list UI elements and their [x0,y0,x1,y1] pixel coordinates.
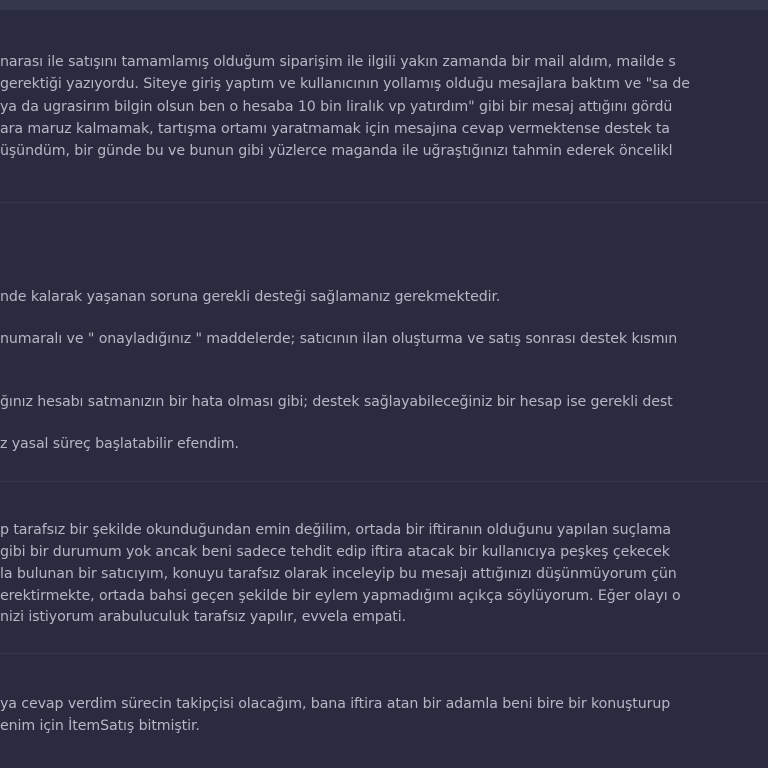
message-2-line-1: nde kalarak yaşanan soruna gerekli desteği sağlamanız gerekmektedir. [0,289,501,305]
message-divider [0,481,768,482]
message-1-line-1: narası ile satışını tamamlamış olduğum siparişim ile ilgili yakın zamanda bir mail aldım, mailde s [0,54,676,70]
message-1-line-3: ya da ugrasirım bilgin olsun ben o hesaba 10 bin liralık vp yatırdım" gibi bir mesaj attığını gördü [0,99,673,115]
message-divider [0,653,768,654]
message-3-line-3: la bulunan bir satıcıyım, konuyu tarafsız olarak inceleyip bu mesajı attığınızı düşünmüyorum çün [0,566,677,582]
message-3-line-4: erektirmekte, ortada bahsi geçen şekilde bir eylem yapmadığımı açıkça söylüyorum. Eğer olayı o [0,588,681,604]
message-divider [0,202,768,203]
message-3-line-1: p tarafsız bir şekilde okunduğundan emin değilim, ortada bir iftiranın olduğunu yapılan suçlama [0,522,671,538]
message-1-line-5: üşündüm, bir günde bu ve bunun gibi yüzlerce maganda ile uğraştığınızı tahmin ederek öncelikl [0,143,673,159]
message-4-line-2: enim için İtemSatış bitmiştir. [0,718,200,734]
message-3-line-5: nizi istiyorum arabuluculuk tarafsız yapılır, evvela empati. [0,609,407,625]
message-1-line-4: ara maruz kalmamak, tartışma ortamı yaratmamak için mesajına cevap vermektense destek ta [0,121,670,137]
message-4-line-1: ya cevap verdim sürecin takipçisi olacağım, bana iftira atan bir adamla beni bire bir konuşturup [0,696,671,712]
top-bar [0,0,768,10]
message-2-line-4: z yasal süreç başlatabilir efendim. [0,436,239,452]
message-2-line-2: numaralı ve " onayladığınız " maddelerde; satıcının ilan oluşturma ve satış sonrası destek kısmın [0,331,678,347]
message-3-line-2: gibi bir durumum yok ancak beni sadece tehdit edip iftira atacak bir kullanıcıya peşkeş çekecek [0,544,670,560]
message-2-line-3: ğınız hesabı satmanızın bir hata olması gibi; destek sağlayabileceğiniz bir hesap ise gerekli dest [0,394,673,410]
message-1-line-2: gerektiği yazıyordu. Siteye giriş yaptım ve kullanıcının yollamış olduğu mesajlara baktım ve "sa de [0,76,690,92]
